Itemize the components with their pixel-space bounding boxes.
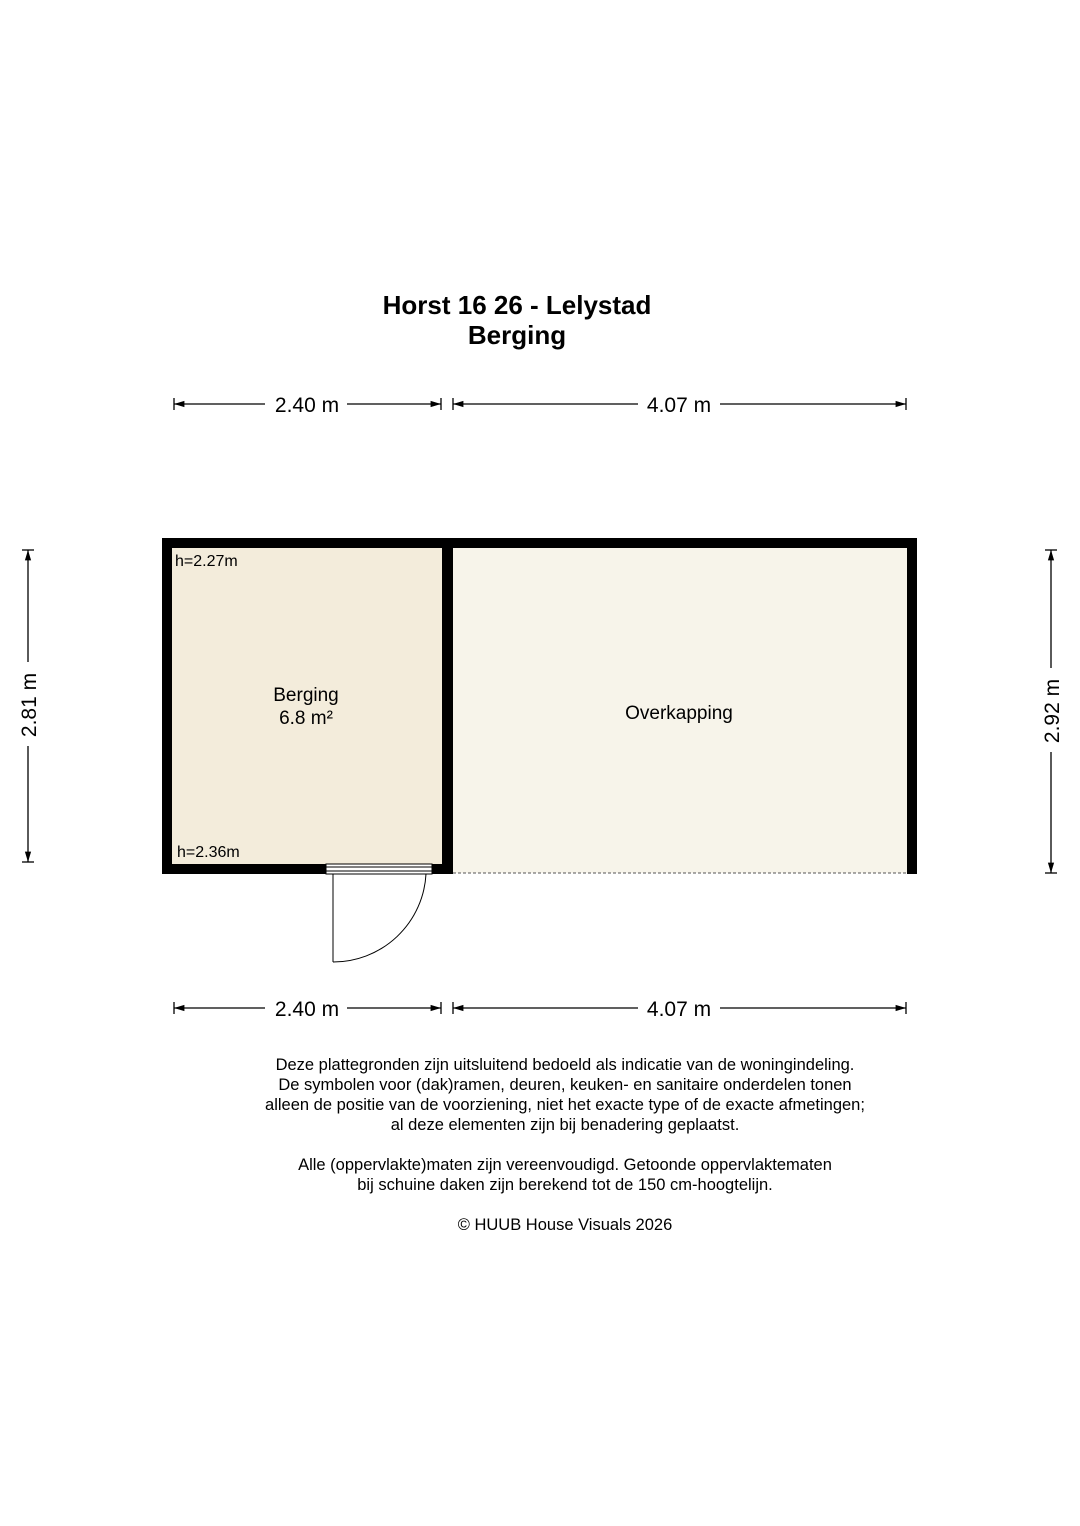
door [326, 864, 432, 962]
disclaimer [140, 1055, 990, 1235]
room-berging-area: 6.8 m² [279, 708, 333, 729]
disclaimer-line: Alle (oppervlakte)maten zijn vereenvoudigd. Getoonde oppervlaktematen [298, 1156, 832, 1174]
disclaimer-line: bij schuine daken zijn berekend tot de 150 cm-hoogtelijn. [357, 1176, 773, 1194]
disclaimer-line: al deze elementen zijn bij benadering geplaatst. [390, 1116, 740, 1134]
berging-height-bottom: h=2.36m [177, 844, 240, 861]
plan-subtitle: Berging [467, 320, 567, 350]
room-overkapping-name: Overkapping [625, 703, 733, 724]
disclaimer-line: alleen de positie van de voorziening, niet het exacte type of de exacte afmetingen; [265, 1096, 865, 1114]
dimension-right-label: 2.92 m [1041, 678, 1064, 744]
dimension-top-left-label: 2.40 m [274, 394, 340, 417]
disclaimer-line: De symbolen voor (dak)ramen, deuren, keuken- en sanitaire onderdelen tonen [278, 1076, 852, 1094]
room-berging-name: Berging [273, 685, 339, 706]
dimension-left-label: 2.81 m [18, 672, 41, 738]
plan-title: Horst 16 26 - Lelystad [382, 290, 652, 320]
dimension-bottom-left-label: 2.40 m [274, 998, 340, 1021]
copyright: © HUUB House Visuals 2026 [457, 1216, 673, 1234]
dimension-top-right-label: 4.07 m [646, 394, 712, 417]
dimension-bottom-right-label: 4.07 m [646, 998, 712, 1021]
berging-height-top: h=2.27m [175, 553, 238, 570]
disclaimer-line: Deze plattegronden zijn uitsluitend bedoeld als indicatie van de woningindeling. [275, 1056, 855, 1074]
